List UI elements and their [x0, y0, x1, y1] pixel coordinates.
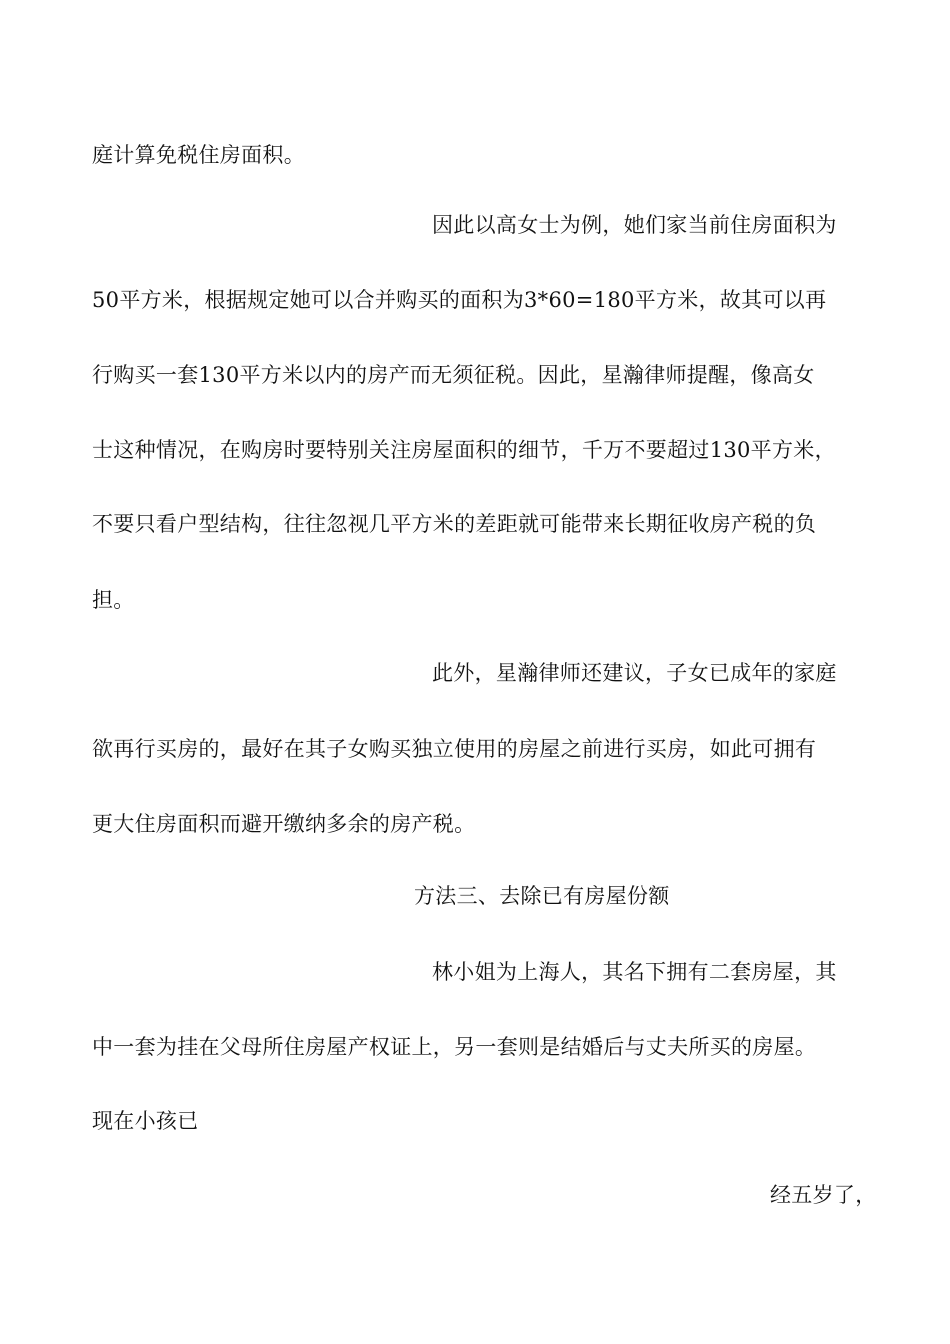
paragraph-line: 因此以高女士为例，她们家当前住房面积为: [432, 213, 837, 237]
paragraph-line: 更大住房面积而避开缴纳多余的房产税。: [92, 812, 476, 836]
paragraph-line: 50平方米，根据规定她可以合并购买的面积为3*60=180平方米，故其可以再: [92, 288, 827, 312]
paragraph-line: 担。: [92, 588, 135, 612]
paragraph-line: 欲再行买房的，最好在其子女购买独立使用的房屋之前进行买房，如此可拥有: [92, 737, 817, 761]
paragraph-line: 现在小孩已: [92, 1109, 199, 1133]
paragraph-line: 林小姐为上海人，其名下拥有二套房屋，其: [432, 960, 837, 984]
paragraph-line: 此外，星瀚律师还建议，子女已成年的家庭: [432, 661, 837, 685]
paragraph-line: 行购买一套130平方米以内的房产而无须征税。因此，星瀚律师提醒，像高女: [92, 363, 815, 387]
section-heading: 方法三、去除已有房屋份额: [414, 884, 670, 908]
paragraph-line: 不要只看户型结构，往往忽视几平方米的差距就可能带来长期征收房产税的负: [92, 512, 817, 536]
paragraph-line: 经五岁了，: [770, 1183, 877, 1207]
paragraph-line: 中一套为挂在父母所住房屋产权证上，另一套则是结婚后与丈夫所买的房屋。: [92, 1035, 817, 1059]
paragraph-line: 士这种情况，在购房时要特别关注房屋面积的细节，千万不要超过130平方米，: [92, 438, 836, 462]
paragraph-line: 庭计算免税住房面积。: [92, 143, 305, 167]
